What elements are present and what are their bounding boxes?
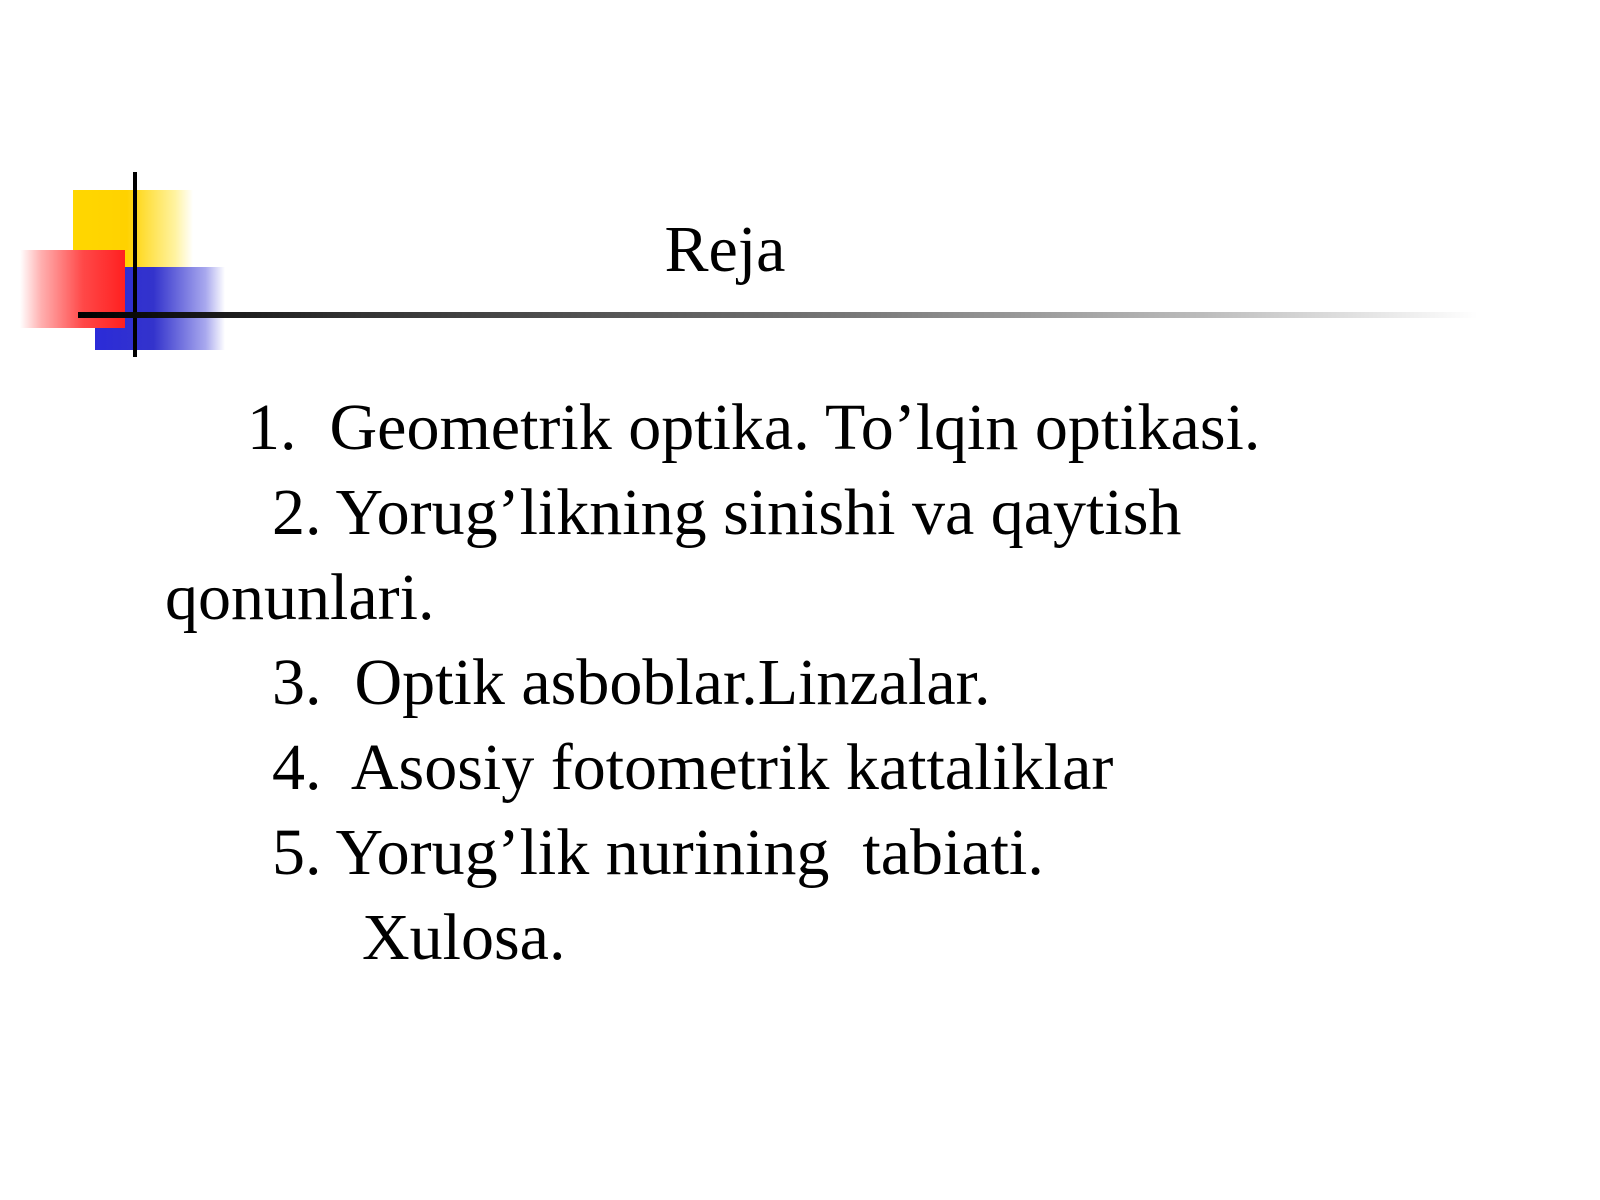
plan-item-4: 4. Asosiy fotometrik kattaliklar [272, 731, 1114, 804]
slide-title: Reja [664, 213, 786, 286]
plan-item-1: 1. Geometrik optika. To’lqin optikasi. [247, 391, 1261, 464]
slide-content [165, 385, 1545, 980]
plan-item-2: 2. Yorug’likning sinishi va qaytish [272, 476, 1182, 549]
plan-item-3: 3. Optik asboblar.Linzalar. [272, 646, 991, 719]
plan-item-2-continuation: qonunlari. [165, 561, 435, 634]
title-underline [78, 312, 1478, 318]
plan-item-5: 5. Yorug’lik nurining tabiati. [272, 816, 1044, 889]
plan-conclusion: Xulosa. [362, 901, 566, 974]
